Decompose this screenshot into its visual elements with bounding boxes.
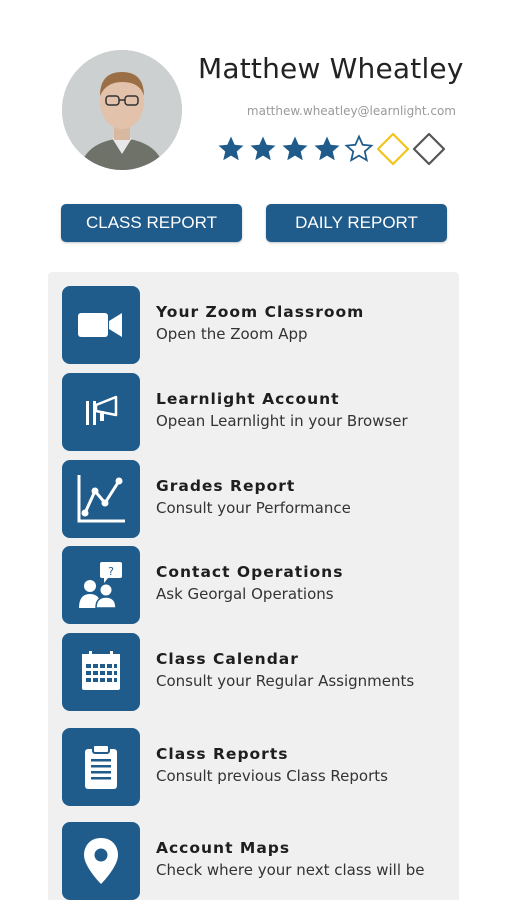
- menu-item-subtitle: Check where your next class will be: [156, 861, 425, 879]
- menu-item-account-maps[interactable]: [62, 822, 452, 900]
- svg-text:?: ?: [108, 565, 114, 578]
- menu-item-title: Learnlight Account: [156, 390, 340, 408]
- menu-item-title: Class Calendar: [156, 650, 299, 668]
- star-filled-icon: [216, 134, 246, 164]
- menu-item-subtitle: Ask Georgal Operations: [156, 585, 334, 603]
- line-chart-icon: [73, 471, 129, 527]
- daily-report-button[interactable]: DAILY REPORT: [266, 204, 447, 242]
- menu-icon-tile: [62, 373, 140, 451]
- clipboard-icon: [81, 743, 121, 791]
- gold-diamond-icon: [376, 132, 410, 166]
- menu-item-subtitle: Opean Learnlight in your Browser: [156, 412, 408, 430]
- menu-item-title: Contact Operations: [156, 563, 344, 581]
- menu-item-contact-operations[interactable]: [62, 546, 452, 624]
- menu-item-class-reports[interactable]: [62, 728, 452, 806]
- video-camera-icon: [76, 308, 126, 342]
- menu-item-subtitle: Consult previous Class Reports: [156, 767, 388, 785]
- class-report-button[interactable]: CLASS REPORT: [61, 204, 242, 242]
- profile-email: matthew.wheatley@learnlight.com: [246, 104, 456, 118]
- menu-item-title: Account Maps: [156, 839, 291, 857]
- menu-icon-tile: [62, 822, 140, 900]
- calendar-icon: [79, 650, 123, 694]
- menu-icon-tile: [62, 460, 140, 538]
- map-pin-icon: [81, 836, 121, 886]
- menu-icon-tile: [62, 286, 140, 364]
- star-filled-icon: [312, 134, 342, 164]
- menu-panel: [48, 272, 459, 900]
- menu-item-class-calendar[interactable]: [62, 633, 452, 711]
- menu-icon-tile: [62, 633, 140, 711]
- menu-item-subtitle: Open the Zoom App: [156, 325, 308, 343]
- star-empty-icon: [344, 134, 374, 164]
- gray-diamond-icon: [412, 132, 446, 166]
- menu-item-grades-report[interactable]: [62, 460, 452, 538]
- menu-item-title: Grades Report: [156, 477, 296, 495]
- menu-item-title: Your Zoom Classroom: [156, 303, 365, 321]
- menu-icon-tile: [62, 728, 140, 806]
- profile-name: Matthew Wheatley: [198, 52, 464, 85]
- star-rating: [216, 132, 448, 166]
- avatar: [62, 50, 182, 170]
- star-filled-icon: [280, 134, 310, 164]
- menu-item-learnlight-account[interactable]: [62, 373, 452, 451]
- menu-icon-tile: [62, 546, 140, 624]
- star-filled-icon: [248, 134, 278, 164]
- menu-item-title: Class Reports: [156, 745, 289, 763]
- menu-item-zoom-classroom[interactable]: [62, 286, 452, 364]
- menu-item-subtitle: Consult your Regular Assignments: [156, 672, 415, 690]
- contact-people-icon: [74, 558, 128, 612]
- menu-item-subtitle: Consult your Performance: [156, 499, 351, 517]
- megaphone-icon: [76, 387, 126, 437]
